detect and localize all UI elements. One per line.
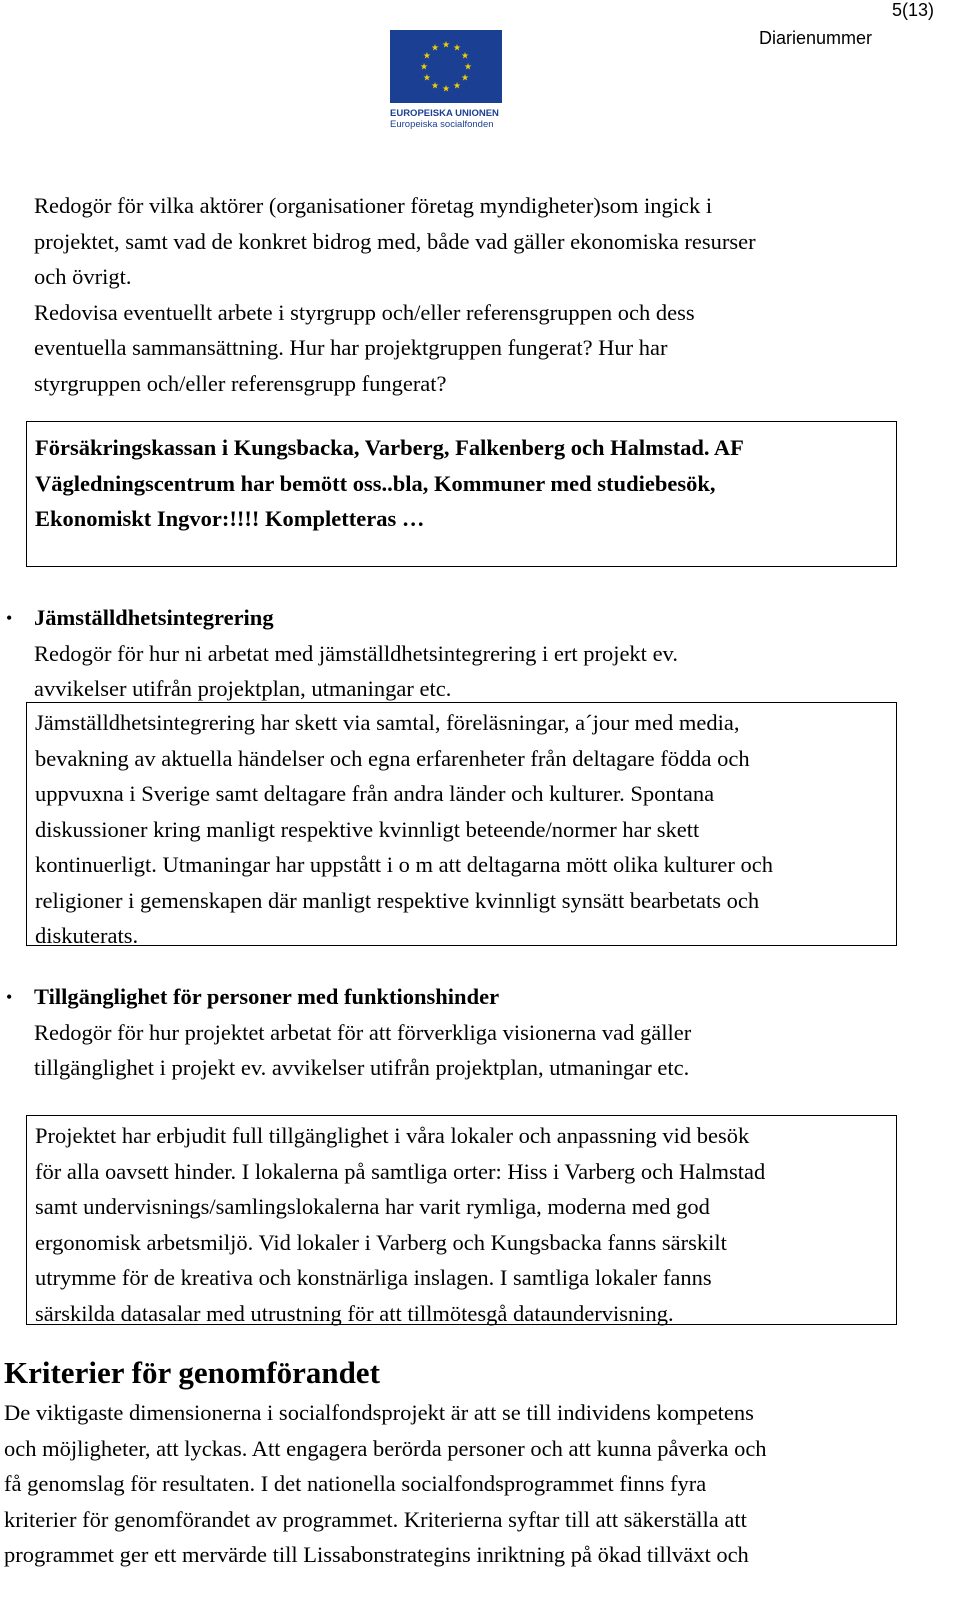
page-number: 5(13) bbox=[891, 0, 934, 20]
star-icon: ★ bbox=[441, 39, 451, 50]
star-icon: ★ bbox=[422, 72, 431, 83]
text-line: samt undervisnings/samlingslokalerna har varit rymliga, moderna med god bbox=[35, 1194, 710, 1219]
eu-logo bbox=[390, 30, 504, 130]
text-line: tillgänglighet i projekt ev. avvikelser utifrån projektplan, utmaningar etc. bbox=[34, 1055, 690, 1080]
section2-answer-box bbox=[26, 702, 897, 946]
section1-instructions bbox=[34, 188, 914, 401]
text-line: utrymme för de kreativa och konstnärliga inslagen. I samtliga lokaler fanns bbox=[35, 1265, 712, 1290]
star-icon: ★ bbox=[461, 72, 470, 83]
text-line: Vägledningscentrum har bemött oss..bla, Kommuner med studiebesök, bbox=[35, 470, 716, 496]
star-icon: ★ bbox=[441, 83, 451, 94]
star-icon: ★ bbox=[452, 42, 462, 53]
text-line: bevakning av aktuella händelser och egna erfarenheter från deltagare födda och bbox=[35, 745, 750, 771]
section2-instructions bbox=[34, 600, 914, 707]
text-line: diskussioner kring manligt respektive kvinnligt beteende/normer har skett bbox=[35, 816, 700, 842]
star-icon: ★ bbox=[461, 50, 470, 61]
star-icon: ★ bbox=[463, 61, 473, 72]
bullet-icon: • bbox=[6, 608, 13, 628]
text-line: och möjligheter, att lyckas. Att engagera berörda personer och att kunna påverka och bbox=[4, 1435, 767, 1461]
section3-instructions bbox=[34, 979, 914, 1086]
text-line: Redogör för vilka aktörer (organisationer företag myndigheter)som ingick i bbox=[34, 193, 713, 218]
text-line: Redovisa eventuellt arbete i styrgrupp och/eller referensgruppen och dess bbox=[34, 299, 695, 325]
text-line: avvikelser utifrån projektplan, utmaningar etc. bbox=[34, 676, 452, 701]
section3-title: Tillgänglighet för personer med funktionshinder bbox=[34, 984, 500, 1009]
text-line: för alla oavsett hinder. I lokalerna på samtliga orter: Hiss i Varberg och Halmstad bbox=[35, 1158, 766, 1184]
criteria-heading: Kriterier för genomförandet bbox=[4, 1355, 380, 1390]
star-icon: ★ bbox=[452, 80, 462, 91]
logo-line2: Europeiska socialfonden bbox=[390, 119, 494, 130]
text-line: få genomslag för resultaten. I det nationella socialfondsprogrammet finns fyra bbox=[4, 1471, 707, 1496]
text-line: religioner i gemenskapen där manligt respektive kvinnligt synsätt bearbetats och bbox=[35, 887, 760, 913]
text-line: Ekonomiskt Ingvor:!!!! Kompletteras … bbox=[35, 506, 425, 531]
text-line: eventuella sammansättning. Hur har projektgruppen fungerat? Hur har bbox=[34, 335, 668, 360]
section3-answer-box bbox=[26, 1115, 897, 1325]
diarienummer-label: Diarienummer bbox=[759, 28, 873, 48]
star-icon: ★ bbox=[422, 50, 431, 61]
text-line: Redogör för hur ni arbetat med jämställdhetsintegrering i ert projekt ev. bbox=[34, 640, 678, 666]
logo-line1: EUROPEISKA UNIONEN bbox=[390, 108, 499, 119]
eu-flag-icon bbox=[390, 30, 502, 103]
star-icon: ★ bbox=[430, 42, 440, 53]
text-line: styrgruppen och/eller referensgrupp fungerat? bbox=[34, 370, 447, 396]
text-line: ergonomisk arbetsmiljö. Vid lokaler i Varberg och Kungsbacka fanns särskilt bbox=[35, 1229, 727, 1255]
text-line: kontinuerligt. Utmaningar har uppstått i o m att deltagarna mött olika kulturer och bbox=[35, 852, 773, 877]
text-line: Försäkringskassan i Kungsbacka, Varberg, Falkenberg och Halmstad. AF bbox=[35, 435, 744, 460]
section2-title: Jämställdhetsintegrering bbox=[34, 605, 274, 630]
text-line: särskilda datasalar med utrustning för att tillmötesgå dataundervisning. bbox=[35, 1300, 674, 1326]
star-icon: ★ bbox=[430, 80, 440, 91]
text-line: De viktigaste dimensionerna i socialfondsprojekt är att se till individens kompetens bbox=[4, 1400, 754, 1425]
text-line: Projektet har erbjudit full tillgänglighet i våra lokaler och anpassning vid besök bbox=[35, 1123, 750, 1148]
text-line: kriterier för genomförandet av programmet. Kriterierna syftar till att säkerställa att bbox=[4, 1506, 747, 1532]
bullet-icon: • bbox=[6, 987, 13, 1007]
star-icon: ★ bbox=[419, 61, 429, 72]
text-line: programmet ger ett mervärde till Lissabonstrategins inriktning på ökad tillväxt och bbox=[4, 1542, 749, 1567]
text-line: diskuterats. bbox=[35, 923, 139, 948]
text-line: projektet, samt vad de konkret bidrog med, både vad gäller ekonomiska resurser bbox=[34, 228, 756, 254]
text-line: och övrigt. bbox=[34, 264, 132, 289]
section1-answer-box bbox=[26, 421, 897, 567]
text-line: uppvuxna i Sverige samt deltagare från andra länder och kulturer. Spontana bbox=[35, 781, 715, 806]
text-line: Jämställdhetsintegrering har skett via samtal, föreläsningar, a´jour med media, bbox=[35, 710, 740, 735]
text-line: Redogör för hur projektet arbetat för att förverkliga visionerna vad gäller bbox=[34, 1019, 692, 1045]
criteria-body bbox=[4, 1395, 954, 1573]
